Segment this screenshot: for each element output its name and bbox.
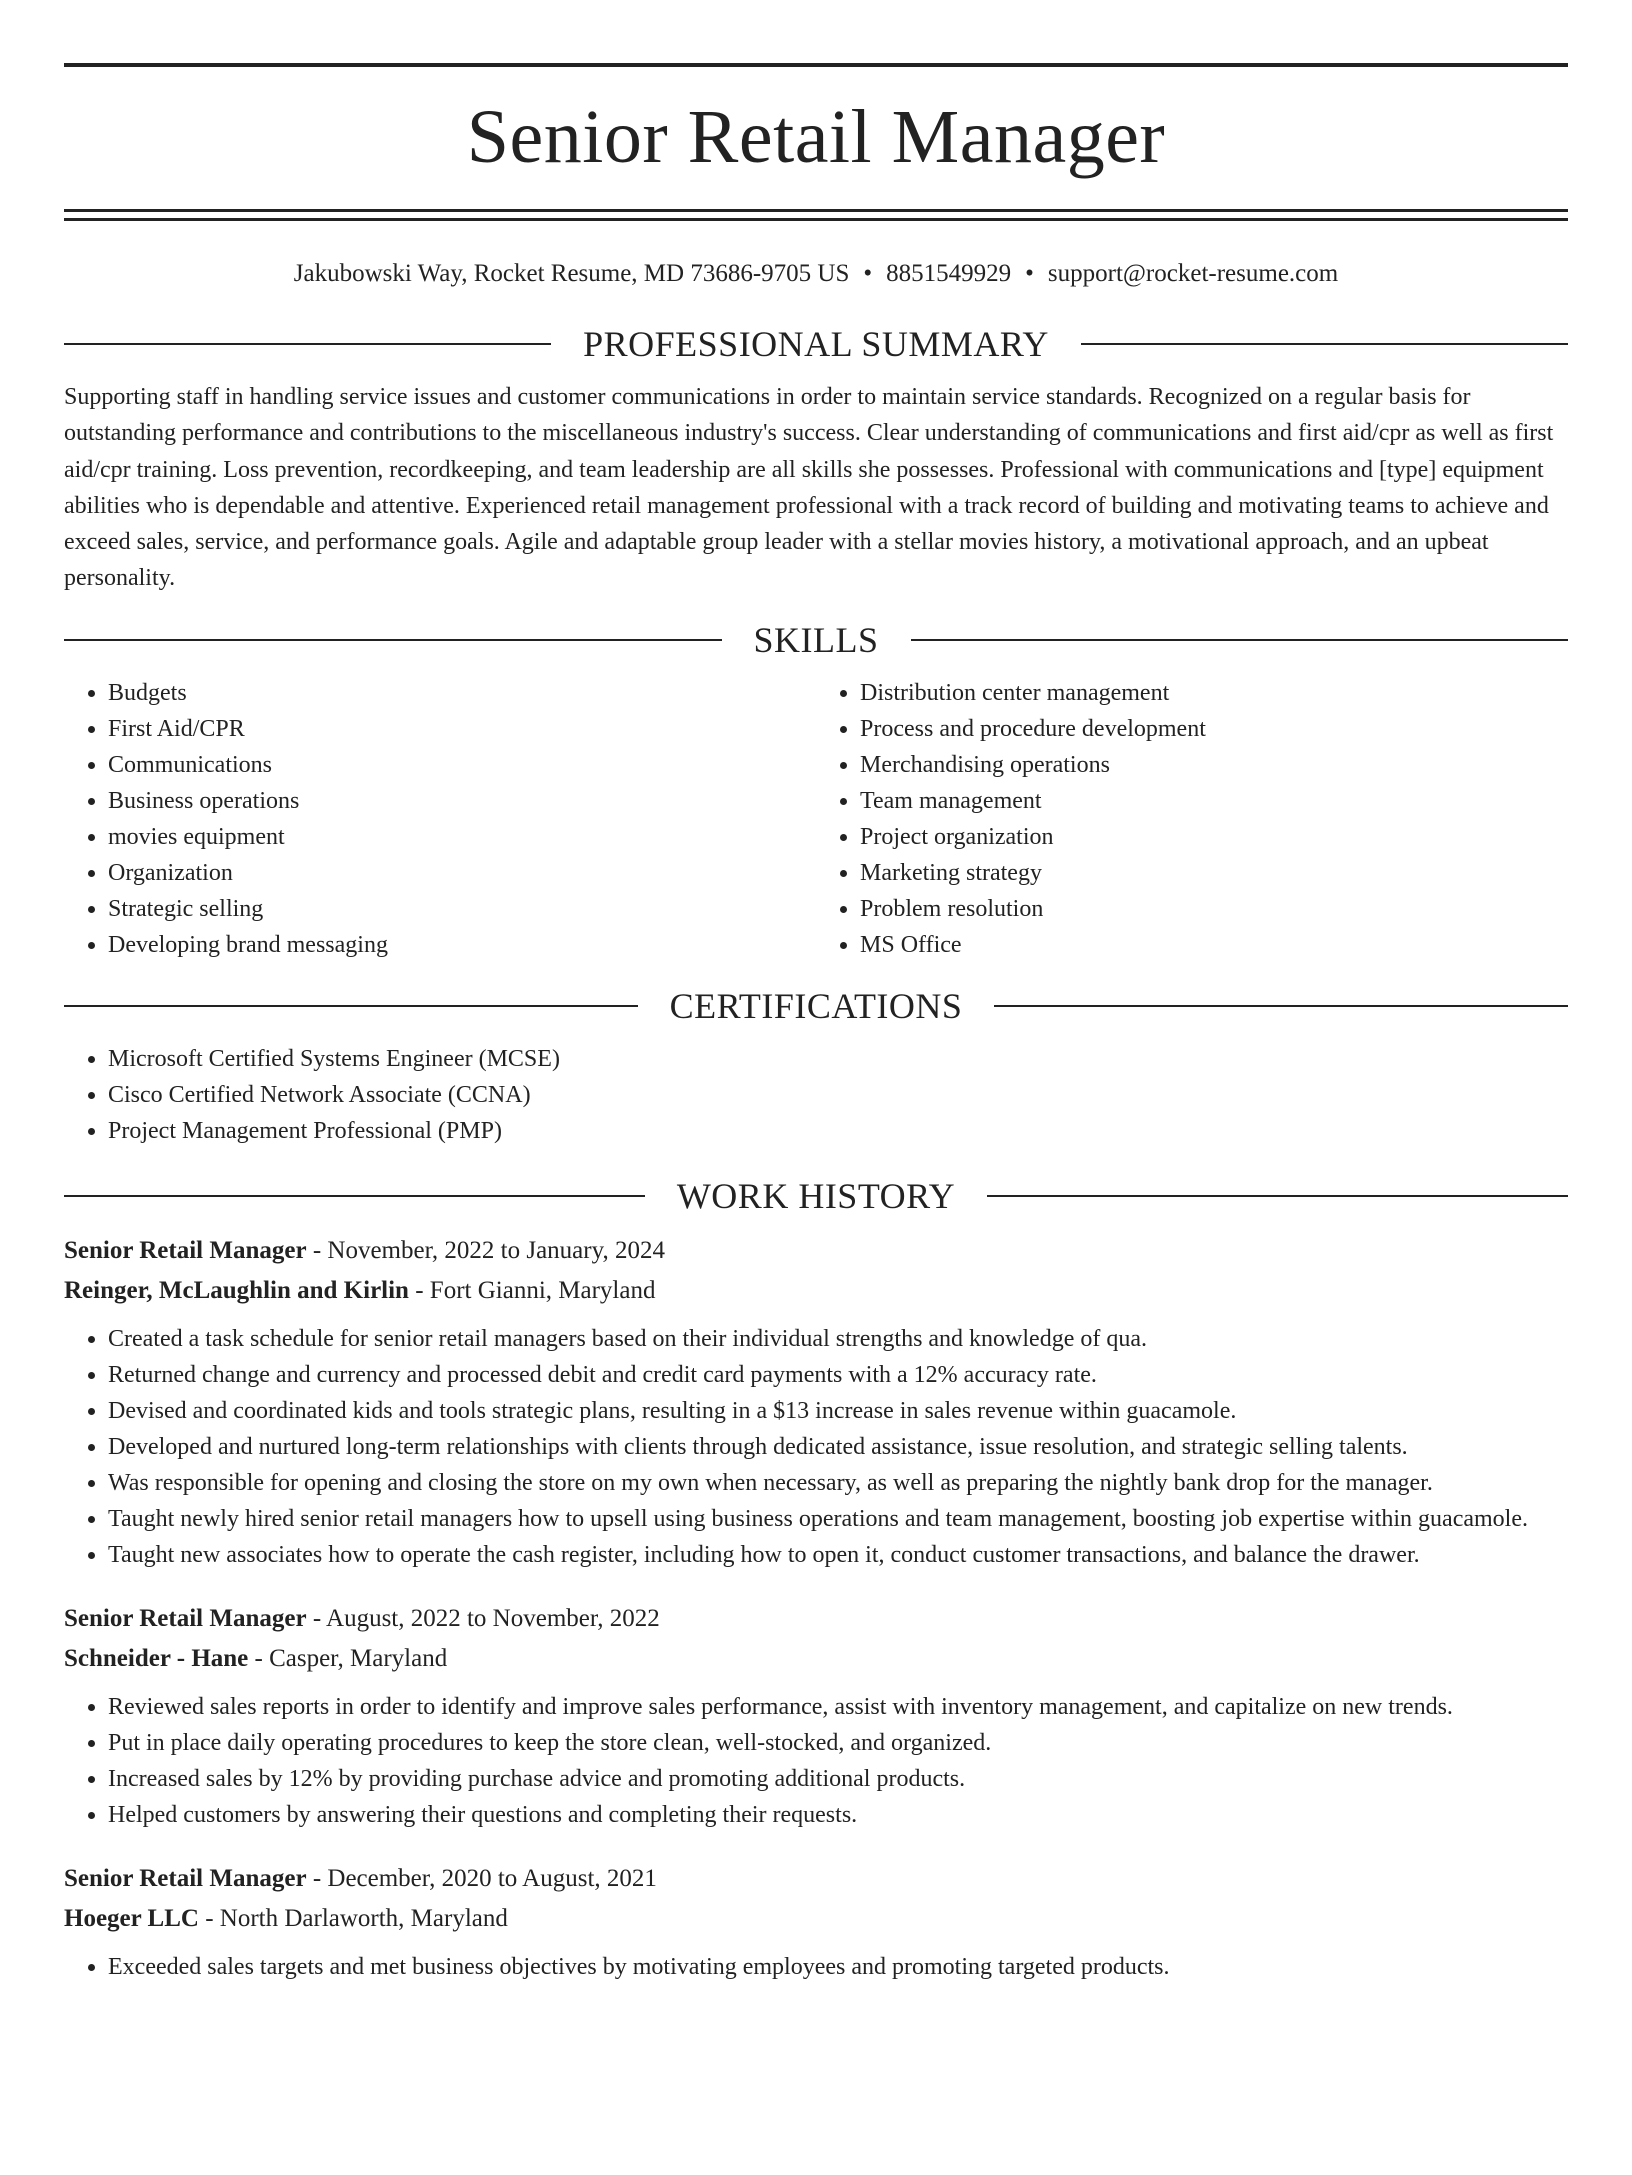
job-bullet: • Developed and nurtured long-term relationships with clients through dedicated assistance, issue resolution, and strategic selling talents. xyxy=(108,1429,1568,1465)
skill-item: • Problem resolution xyxy=(860,891,1568,927)
skill-item: • MS Office xyxy=(860,927,1568,963)
job-bullet: • Put in place daily operating procedures to keep the store clean, well-stocked, and organized. xyxy=(108,1725,1568,1761)
job-bullets xyxy=(64,1949,1568,1985)
job-location: - Fort Gianni, Maryland xyxy=(408,1276,656,1304)
skill-item: • Distribution center management xyxy=(860,675,1568,711)
certification-item: • Project Management Professional (PMP) xyxy=(108,1113,1568,1149)
job-title-line xyxy=(64,1599,1568,1639)
heading-rule xyxy=(64,1005,638,1007)
skill-item: • Merchandising operations xyxy=(860,747,1568,783)
job-title-line xyxy=(64,1859,1568,1899)
job-company-line xyxy=(64,1639,1568,1679)
skill-item: • Marketing strategy xyxy=(860,855,1568,891)
job-bullet: • Taught new associates how to operate the cash register, including how to open it, conduct customer transactions, and balance the drawer. xyxy=(108,1537,1568,1573)
certification-item: • Microsoft Certified Systems Engineer (MCSE) xyxy=(108,1041,1568,1077)
contact-separator: • xyxy=(1025,260,1034,287)
skill-item: • Communications xyxy=(108,747,816,783)
job-bullet: • Increased sales by 12% by providing purchase advice and promoting additional products. xyxy=(108,1761,1568,1797)
job-company: Hoeger LLC xyxy=(64,1904,199,1932)
work-heading-row xyxy=(64,1175,1568,1217)
skills-columns xyxy=(64,675,1568,963)
skill-item: • First Aid/CPR xyxy=(108,711,816,747)
job-location: - North Darlaworth, Maryland xyxy=(198,1904,508,1932)
contact-separator: • xyxy=(863,260,873,287)
job-company-line xyxy=(64,1271,1568,1311)
job-bullet: • Returned change and currency and processed debit and credit card payments with a 12% accuracy rate. xyxy=(108,1357,1568,1393)
skill-item: • Strategic selling xyxy=(108,891,816,927)
summary-text: Supporting staff in handling service issues and customer communications in order to maintain service standards. Recognized on a regular basis for outstanding performance and contributions to the miscellaneous industry's success. Clear understanding of communications and first aid/cpr as well as first aid/cpr training. Loss prevention, recordkeeping, and team leadership are all skills she possesses. Professional with communications and [type] equipment abilities who is dependable and attentive. Experienced retail management professional with a track record of building and motivating teams to achieve and exceed sales, service, and performance goals. Agile and adaptable group leader with a stellar movies history, a motivational approach, and an upbeat personality. xyxy=(64,384,1554,592)
job-title: Senior Retail Manager xyxy=(64,1236,307,1264)
skill-item: • Process and procedure development xyxy=(860,711,1568,747)
skills-heading-row xyxy=(64,619,1568,661)
resume-page xyxy=(0,63,1632,2175)
skill-item: • Budgets xyxy=(108,675,816,711)
skill-item: • Developing brand messaging xyxy=(108,927,816,963)
skill-item: • Project organization xyxy=(860,819,1568,855)
skills-list-left xyxy=(64,675,816,963)
heading-rule xyxy=(64,1195,645,1197)
job-bullet: • Devised and coordinated kids and tools strategic plans, resulting in a $13 increase in sales revenue within guacamole. xyxy=(108,1393,1568,1429)
job-bullet: • Was responsible for opening and closing the store on my own when necessary, as well as preparing the nightly bank drop for the manager. xyxy=(108,1465,1568,1501)
contact-email: support@rocket-resume.com xyxy=(1047,260,1339,287)
skills-heading: SKILLS xyxy=(753,619,879,660)
certifications-heading: CERTIFICATIONS xyxy=(669,985,963,1026)
heading-rule xyxy=(64,343,551,345)
skills-list-right xyxy=(816,675,1568,963)
job-company-line xyxy=(64,1899,1568,1939)
job-company: Reinger, McLaughlin and Kirlin xyxy=(64,1276,409,1304)
job-bullet: • Reviewed sales reports in order to identify and improve sales performance, assist with inventory management, and capitalize on new trends. xyxy=(108,1689,1568,1725)
skill-item: • Organization xyxy=(108,855,816,891)
certifications-heading-row xyxy=(64,985,1568,1027)
job-title-line xyxy=(64,1231,1568,1271)
heading-rule xyxy=(987,1195,1568,1197)
summary-heading: PROFESSIONAL SUMMARY xyxy=(583,324,1049,364)
heading-rule xyxy=(64,639,722,641)
certification-item: • Cisco Certified Network Associate (CCNA) xyxy=(108,1077,1568,1113)
job-dates: - December, 2020 to August, 2021 xyxy=(306,1864,657,1892)
summary-heading-row xyxy=(64,323,1568,365)
contact-line xyxy=(64,259,1568,289)
job-entry xyxy=(64,1599,1568,1833)
job-bullet: • Helped customers by answering their questions and completing their requests. xyxy=(108,1797,1568,1833)
skill-item: • Business operations xyxy=(108,783,816,819)
certifications-list xyxy=(64,1041,1568,1149)
job-bullet: • Exceeded sales targets and met business objectives by motivating employees and promoting targeted products. xyxy=(108,1949,1568,1985)
job-entry xyxy=(64,1859,1568,1985)
job-title: Senior Retail Manager xyxy=(64,1604,307,1632)
contact-address: Jakubowski Way, Rocket Resume, MD 73686-9705 US xyxy=(293,260,850,287)
job-bullets xyxy=(64,1689,1568,1833)
resume-title: Senior Retail Manager xyxy=(466,95,1166,179)
heading-rule xyxy=(911,639,1569,641)
skill-item: • movies equipment xyxy=(108,819,816,855)
job-bullet: • Taught newly hired senior retail managers how to upsell using business operations and team management, boosting job expertise within guacamole. xyxy=(108,1501,1568,1537)
heading-rule xyxy=(994,1005,1568,1007)
job-company: Schneider - Hane xyxy=(64,1644,249,1672)
heading-rule xyxy=(1081,343,1568,345)
job-dates: - November, 2022 to January, 2024 xyxy=(306,1236,665,1264)
job-location: - Casper, Maryland xyxy=(248,1644,448,1672)
job-entry xyxy=(64,1231,1568,1573)
job-dates: - August, 2022 to November, 2022 xyxy=(306,1604,660,1632)
work-heading: WORK HISTORY xyxy=(676,1175,956,1216)
job-title: Senior Retail Manager xyxy=(64,1864,307,1892)
job-bullet: • Created a task schedule for senior retail managers based on their individual strengths and knowledge of qua. xyxy=(108,1321,1568,1357)
double-rule xyxy=(64,209,1568,221)
skill-item: • Team management xyxy=(860,783,1568,819)
job-bullets xyxy=(64,1321,1568,1573)
contact-phone: 8851549929 xyxy=(886,260,1012,287)
